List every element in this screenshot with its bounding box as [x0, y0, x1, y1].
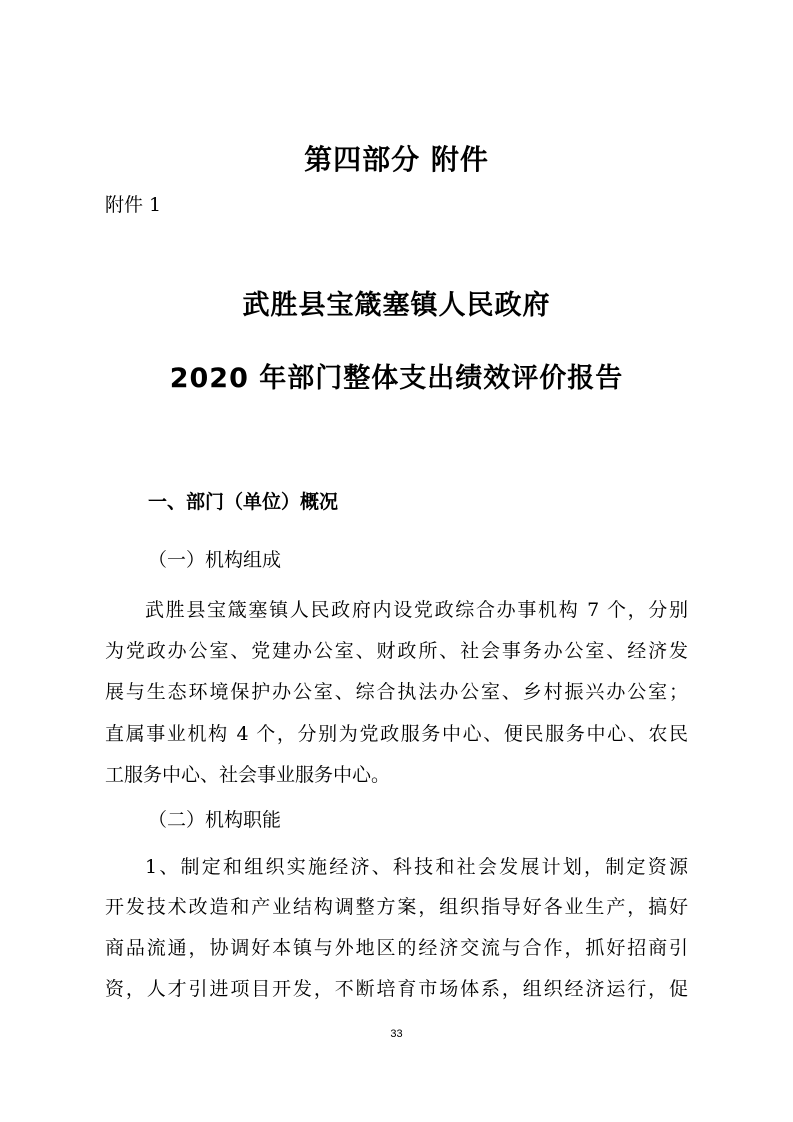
paragraph-line: 资，人才引进项目开发，不断培育市场体系，组织经济运行，促: [105, 978, 688, 1000]
subsection-heading-functions: （二）机构职能: [148, 809, 282, 831]
paragraph-line: 工服务中心、社会事业服务中心。: [105, 764, 391, 786]
attachment-label: 附件 1: [105, 194, 162, 216]
report-title-line-2: 2020 年部门整体支出绩效评价报告: [169, 363, 624, 394]
paragraph-line: 商品流通，协调好本镇与外地区的经济交流与合作，抓好招商引: [105, 937, 688, 959]
section-heading: 一、部门（单位）概况: [148, 491, 339, 513]
paragraph-line: 开发技术改造和产业结构调整方案，组织指导好各业生产，搞好: [105, 896, 688, 918]
paragraph-line: 展与生态环境保护办公室、综合执法办公室、乡村振兴办公室；: [105, 681, 688, 703]
paragraph-line: 为党政办公室、党建办公室、财政所、社会事务办公室、经济发: [105, 640, 688, 662]
report-title-line-1: 武胜县宝箴塞镇人民政府: [242, 290, 551, 321]
subsection-heading-composition: （一）机构组成: [148, 549, 282, 571]
part-title: 第四部分 附件: [304, 143, 489, 176]
page-number: 33: [390, 1028, 403, 1040]
paragraph-line: 1、制定和组织实施经济、科技和社会发展计划，制定资源: [145, 856, 688, 878]
paragraph-line: 直属事业机构 4 个，分别为党政服务中心、便民服务中心、农民: [105, 723, 688, 745]
paragraph-line: 武胜县宝箴塞镇人民政府内设党政综合办事机构 7 个，分别: [145, 599, 688, 621]
